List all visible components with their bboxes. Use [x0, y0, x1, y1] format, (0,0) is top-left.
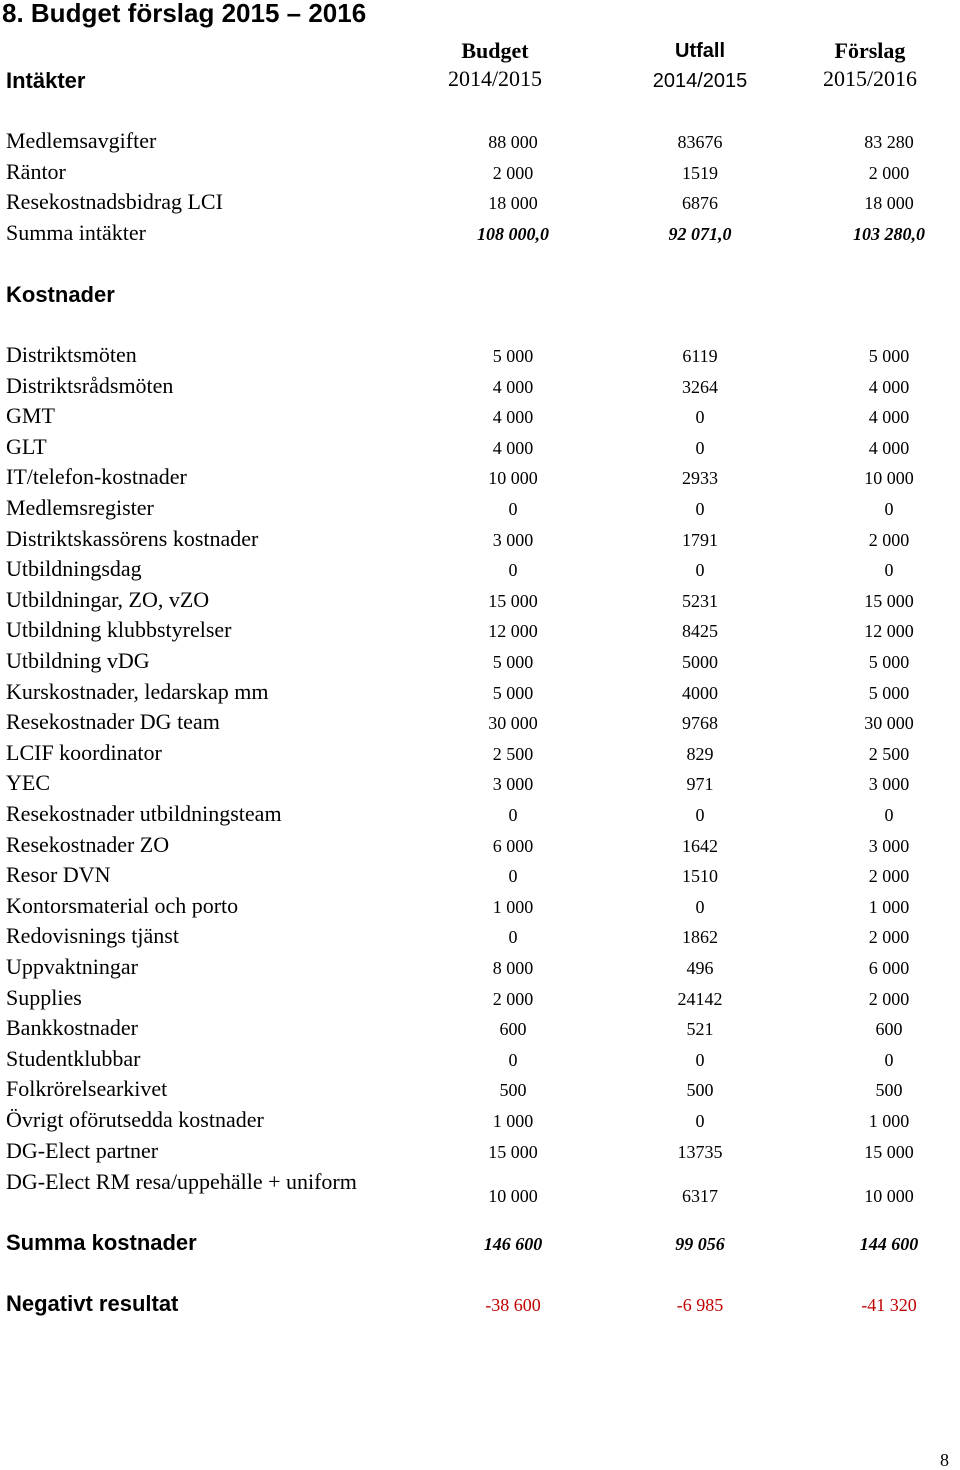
- cost-row-budget: 600: [499, 1019, 527, 1040]
- cost-row-forslag: 6 000: [868, 958, 910, 978]
- cost-row-utfall: 4000: [682, 682, 718, 703]
- cost-row-budget: 0: [508, 927, 518, 948]
- column-header-utfall: Utfall: [675, 40, 725, 62]
- cost-row-dg-elect-rm: [0, 1168, 960, 1226]
- cost-row-forslag: 5 000: [868, 346, 910, 366]
- cost-row: [0, 1074, 960, 1104]
- cost-row-forslag: 1 000: [868, 896, 910, 917]
- cost-row: [0, 432, 960, 462]
- cost-row: [0, 1105, 960, 1135]
- cost-row-label: Studentklubbar: [6, 1045, 141, 1071]
- cost-row-budget: 4 000: [492, 376, 534, 397]
- cost-row-forslag: 10 000: [864, 1186, 914, 1206]
- cost-row-budget: 0: [508, 499, 518, 519]
- cost-row: [0, 707, 960, 737]
- cost-row-label: Utbildning klubbstyrelser: [6, 617, 232, 643]
- cost-row-budget: 500: [499, 1080, 527, 1101]
- income-row-label: Resekostnadsbidrag LCI: [6, 189, 223, 215]
- cost-row-label: GMT: [6, 403, 55, 429]
- cost-row-utfall: 0: [695, 499, 705, 519]
- cost-row-label: Bankkostnader: [6, 1015, 138, 1041]
- cost-row-budget: 12 000: [488, 621, 538, 642]
- cost-row-label: Distriktskassörens kostnader: [6, 525, 259, 551]
- cost-row-label: Resekostnader ZO: [6, 831, 170, 857]
- result-utfall: -6 985: [676, 1295, 724, 1315]
- cost-row-forslag: 600: [875, 1019, 903, 1040]
- income-row-utfall: 6876: [682, 193, 718, 214]
- cost-row-budget: 4 000: [492, 407, 534, 428]
- income-total-row: [0, 218, 960, 248]
- cost-row-label: Folkrörelsearkivet: [6, 1076, 168, 1102]
- income-row-utfall: 1519: [682, 162, 718, 183]
- cost-row: [0, 554, 960, 584]
- cost-row-label: GLT: [6, 433, 47, 459]
- cost-row: [0, 983, 960, 1013]
- cost-row: [0, 524, 960, 554]
- cost-row-budget: 2 000: [492, 988, 534, 1009]
- income-total-budget: 108 000,0: [477, 224, 549, 244]
- income-row-forslag: 2 000: [868, 162, 910, 183]
- cost-row-label: Övrigt oförutsedda kostnader: [6, 1107, 264, 1132]
- cost-row-forslag: 2 000: [868, 866, 910, 887]
- cost-row: [0, 799, 960, 829]
- cost-row-utfall: 5231: [682, 590, 718, 611]
- cost-row-budget: 5 000: [492, 346, 534, 366]
- cost-row-label: Resekostnader utbildningsteam: [6, 801, 282, 826]
- cost-row-budget: 0: [508, 560, 518, 581]
- cost-row-budget: 0: [508, 1049, 518, 1070]
- cost-row-budget: 3 000: [492, 774, 534, 795]
- cost-row-label: Utbildning vDG: [6, 648, 150, 673]
- cost-row-label: Utbildningar, ZO, vZO: [6, 586, 210, 612]
- cost-row-budget: 30 000: [488, 713, 538, 734]
- cost-row-forslag: 4 000: [868, 437, 910, 458]
- costs-total-utfall: 99 056: [675, 1234, 725, 1254]
- cost-row-utfall: 5000: [682, 652, 718, 672]
- cost-row-budget: 0: [508, 866, 518, 887]
- cost-row-utfall: 1862: [682, 927, 718, 948]
- cost-row-utfall: 0: [695, 560, 705, 581]
- cost-row: [0, 340, 960, 370]
- cost-row: [0, 1044, 960, 1074]
- cost-row-label: Utbildningsdag: [6, 556, 142, 582]
- page-number: 8: [940, 1450, 949, 1470]
- cost-row-utfall: 500: [686, 1080, 714, 1101]
- cost-row: [0, 768, 960, 798]
- column-header-forslag: Förslag: [834, 38, 906, 63]
- cost-row-utfall: 1510: [682, 866, 718, 887]
- income-row-label: Räntor: [6, 158, 66, 184]
- cost-row-utfall: 0: [695, 1111, 705, 1131]
- cost-row: [0, 615, 960, 645]
- cost-row-forslag: 3 000: [868, 774, 910, 795]
- cost-row-budget: 10 000: [488, 468, 538, 489]
- cost-row-budget: 0: [508, 805, 518, 825]
- cost-row-utfall: 0: [695, 407, 705, 428]
- cost-row-utfall: 0: [695, 805, 705, 825]
- cost-row-forslag: 0: [884, 499, 894, 519]
- cost-row-forslag: 30 000: [864, 713, 914, 734]
- cost-row-forslag: 15 000: [864, 1141, 914, 1162]
- cost-row: [0, 646, 960, 676]
- column-header-budget: Budget: [461, 38, 529, 63]
- income-row-forslag: 18 000: [864, 193, 914, 214]
- cost-row-label: YEC: [6, 770, 50, 796]
- cost-row-label: Uppvaktningar: [6, 954, 138, 979]
- cost-row: [0, 921, 960, 951]
- cost-row-budget: 6 000: [492, 835, 534, 856]
- cost-row-budget: 8 000: [492, 958, 534, 978]
- result-row: [0, 1289, 960, 1319]
- cost-row-label: Medlemsregister: [6, 495, 154, 520]
- cost-row-label: Supplies: [6, 984, 82, 1010]
- income-row-budget: 2 000: [492, 162, 534, 183]
- cost-row: [0, 1136, 960, 1166]
- cost-row-budget: 1 000: [492, 1111, 534, 1131]
- column-header-forslag-period: 2015/2016: [822, 66, 918, 91]
- cost-row: [0, 462, 960, 492]
- cost-row: [0, 371, 960, 401]
- cost-row-utfall: 829: [686, 743, 714, 764]
- cost-row-label: LCIF koordinator: [6, 739, 162, 765]
- costs-heading: Kostnader: [6, 282, 115, 307]
- cost-row-label: Kurskostnader, ledarskap mm: [6, 678, 269, 704]
- costs-total-row: [0, 1228, 960, 1258]
- cost-row-forslag: 4 000: [868, 376, 910, 397]
- cost-row-forslag: 0: [884, 1049, 894, 1070]
- cost-row-forslag: 10 000: [864, 468, 914, 489]
- cost-row-label: Resekostnader DG team: [6, 709, 220, 735]
- cost-row: [0, 952, 960, 982]
- cost-row-utfall: 521: [686, 1019, 714, 1040]
- cost-row-forslag: 15 000: [864, 590, 914, 611]
- cost-row-utfall: 9768: [682, 713, 718, 734]
- cost-row-utfall: 0: [695, 437, 705, 458]
- income-total-utfall: 92 071,0: [668, 224, 732, 244]
- cost-row-forslag: 0: [884, 805, 894, 825]
- cost-row-budget: 15 000: [488, 590, 538, 611]
- costs-total-budget: 146 600: [483, 1234, 543, 1254]
- cost-row-utfall: 2933: [682, 468, 718, 489]
- cost-row-budget: 2 500: [492, 743, 534, 764]
- cost-row-utfall: 496: [686, 958, 714, 978]
- cost-row-forslag: 500: [875, 1080, 903, 1101]
- cost-row-label: Resor DVN: [6, 862, 111, 888]
- cost-row: [0, 891, 960, 921]
- cost-row-budget: 5 000: [492, 652, 534, 672]
- income-row: [0, 187, 960, 217]
- cost-row-utfall: 6119: [682, 346, 718, 366]
- cost-row-forslag: 2 000: [868, 529, 910, 550]
- cost-row: [0, 493, 960, 523]
- income-row: [0, 126, 960, 156]
- cost-row-budget: 15 000: [488, 1141, 538, 1162]
- cost-row-forslag: 4 000: [868, 407, 910, 428]
- cost-row-utfall: 6317: [682, 1186, 718, 1206]
- column-header-utfall-period: 2014/2015: [652, 70, 748, 92]
- income-row: [0, 157, 960, 187]
- income-row-budget: 88 000: [488, 132, 538, 152]
- result-budget: -38 600: [485, 1295, 541, 1315]
- cost-row: [0, 585, 960, 615]
- income-heading: Intäkter: [6, 68, 86, 93]
- cost-row-label: Distriktsrådsmöten: [6, 372, 174, 398]
- cost-row-forslag: 3 000: [868, 835, 910, 856]
- cost-row-utfall: 0: [695, 896, 705, 917]
- cost-row-utfall: 24142: [677, 988, 723, 1009]
- costs-total-label: Summa kostnader: [6, 1230, 197, 1255]
- costs-total-forslag: 144 600: [859, 1234, 919, 1254]
- income-total-forslag: 103 280,0: [853, 224, 925, 244]
- income-row-budget: 18 000: [488, 193, 538, 214]
- cost-row-budget: 10 000: [488, 1186, 538, 1206]
- cost-row: [0, 738, 960, 768]
- cost-row-forslag: 0: [884, 560, 894, 581]
- cost-row-utfall: 971: [686, 774, 714, 795]
- cost-row-label: Kontorsmaterial och porto: [6, 892, 239, 918]
- cost-row-forslag: 2 500: [868, 743, 910, 764]
- cost-row-label: Distriktsmöten: [6, 342, 137, 367]
- cost-row-utfall: 3264: [682, 376, 718, 397]
- income-row-utfall: 83676: [677, 132, 723, 152]
- cost-row: [0, 830, 960, 860]
- cost-row-utfall: 8425: [682, 621, 718, 642]
- result-forslag: -41 320: [861, 1295, 917, 1315]
- cost-row: [0, 860, 960, 890]
- cost-row-utfall: 1791: [682, 529, 718, 550]
- cost-row: [0, 401, 960, 431]
- column-header-budget-period: 2014/2015: [447, 66, 543, 91]
- cost-row-label: IT/telefon-kostnader: [6, 464, 187, 490]
- cost-row-forslag: 12 000: [864, 621, 914, 642]
- income-total-label: Summa intäkter: [6, 220, 146, 245]
- cost-row-budget: 4 000: [492, 437, 534, 458]
- cost-row-label: DG-Elect partner: [6, 1137, 159, 1163]
- cost-row: [0, 677, 960, 707]
- cost-row-forslag: 1 000: [868, 1111, 910, 1131]
- cost-row-label: DG-Elect RM resa/uppehälle + uniform: [6, 1169, 357, 1194]
- cost-row-utfall: 13735: [677, 1141, 723, 1162]
- cost-row-budget: 1 000: [492, 896, 534, 917]
- cost-row-utfall: 0: [695, 1049, 705, 1070]
- cost-row-forslag: 5 000: [868, 652, 910, 672]
- page-title: 8. Budget förslag 2015 – 2016: [2, 0, 367, 28]
- cost-row-label: Redovisnings tjänst: [6, 923, 179, 949]
- cost-row: [0, 1013, 960, 1043]
- cost-row-utfall: 1642: [682, 835, 718, 856]
- cost-row-budget: 5 000: [492, 682, 534, 703]
- income-row-label: Medlemsavgifter: [6, 128, 157, 153]
- cost-row-budget: 3 000: [492, 529, 534, 550]
- income-row-forslag: 83 280: [864, 132, 914, 152]
- cost-row-forslag: 2 000: [868, 988, 910, 1009]
- cost-row-forslag: 5 000: [868, 682, 910, 703]
- result-label: Negativt resultat: [6, 1291, 179, 1316]
- cost-row-forslag: 2 000: [868, 927, 910, 948]
